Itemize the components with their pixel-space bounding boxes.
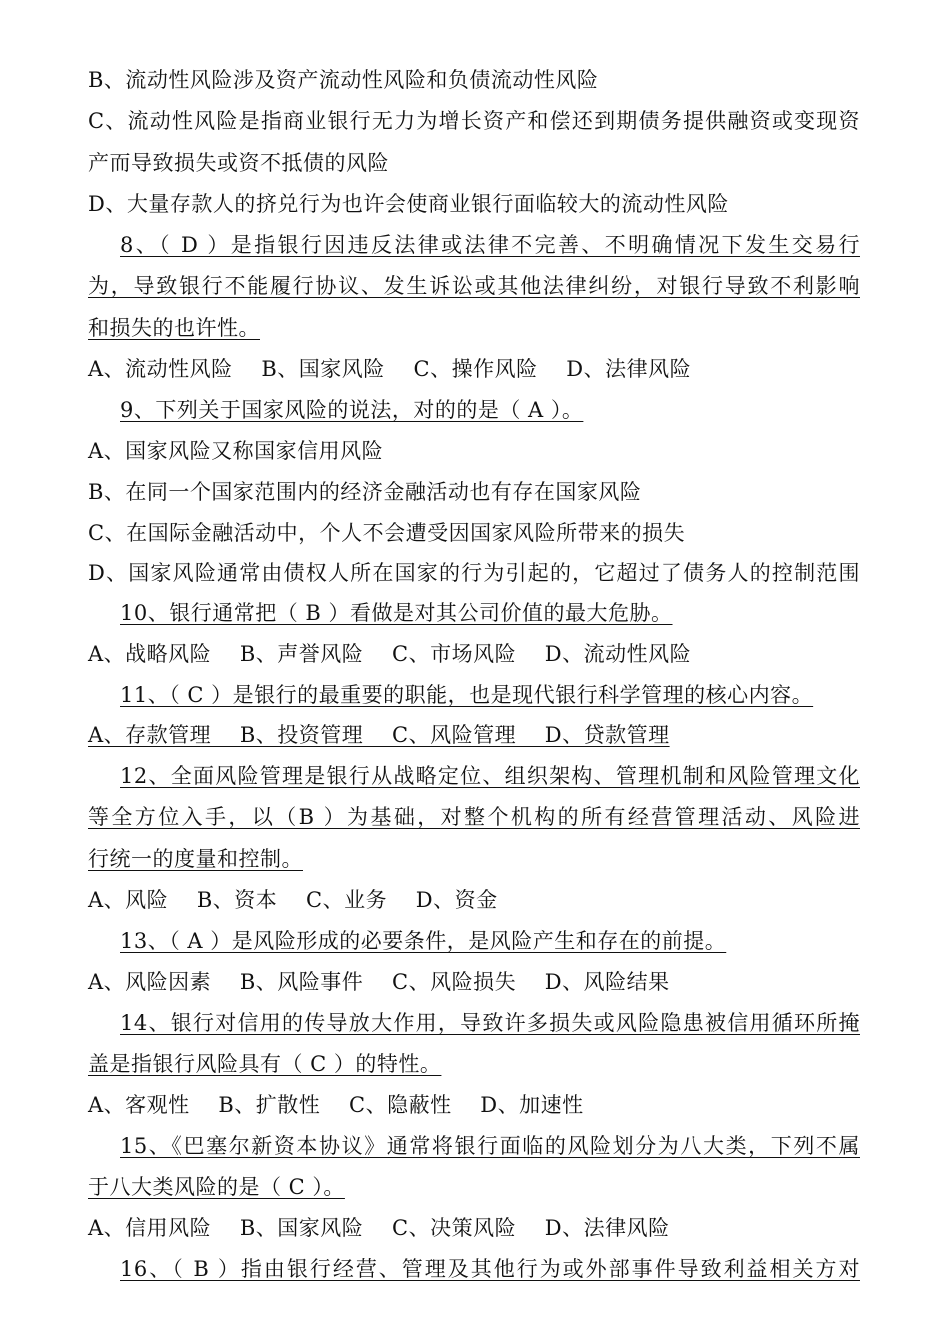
- question-line: 13、（ A ）是风险形成的必要条件，是风险产生和存在的前提。: [120, 929, 727, 953]
- question-line: 9、下列关于国家风险的说法，对的的是（ A ）。: [120, 398, 584, 422]
- question-line: 和损失的也许性。: [88, 316, 260, 340]
- question-line: 12、全面风险管理是银行从战略定位、组织架构、管理机制和风险管理文化: [120, 764, 860, 788]
- text-line: C、流动性风险是指商业银行无力为增长资产和偿还到期债务提供融资或变现资: [88, 109, 860, 133]
- options-line: A、风险 B、资本 C、业务 D、资金: [88, 888, 498, 912]
- text-line: 产而导致损失或资不抵债的风险: [88, 151, 389, 175]
- text-line: D、大量存款人的挤兑行为也许会使商业银行面临较大的流动性风险: [88, 192, 729, 216]
- option-line: C、在国际金融活动中，个人不会遭受因国家风险所带来的损失: [88, 521, 686, 545]
- options-line: A、风险因素 B、风险事件 C、风险损失 D、风险结果: [88, 970, 670, 994]
- text-line: B、流动性风险涉及资产流动性风险和负债流动性风险: [88, 68, 599, 92]
- question-line: 8、（ D ）是指银行因违反法律或法律不完善、不明确情况下发生交易行: [120, 233, 860, 257]
- question-line: 14、银行对信用的传导放大作用，导致许多损失或风险隐患被信用循环所掩: [120, 1011, 860, 1035]
- question-line: 等全方位入手，以（B ）为基础，对整个机构的所有经营管理活动、风险进: [88, 805, 860, 829]
- question-line: 行统一的度量和控制。: [88, 847, 303, 871]
- option-line: B、在同一个国家范围内的经济金融活动也有存在国家风险: [88, 480, 642, 504]
- question-line: 15、《巴塞尔新资本协议》通常将银行面临的风险划分为八大类，下列不属: [120, 1134, 860, 1158]
- question-line: 16、（ B ）指由银行经营、管理及其他行为或外部事件导致利益相关方对: [120, 1257, 860, 1281]
- options-line: A、战略风险 B、声誉风险 C、市场风险 D、流动性风险: [88, 642, 692, 666]
- options-line: A、客观性 B、扩散性 C、隐蔽性 D、加速性: [88, 1093, 584, 1117]
- question-line: 10、银行通常把（ B ）看做是对其公司价值的最大危胁。: [120, 601, 673, 625]
- options-line: A、信用风险 B、国家风险 C、决策风险 D、法律风险: [88, 1216, 670, 1240]
- option-line: D、国家风险通常由债权人所在国家的行为引起的，它超过了债务人的控制范围: [88, 561, 860, 585]
- question-line: 盖是指银行风险具有（ C ）的特性。: [88, 1052, 442, 1076]
- question-line: 11、（ C ）是银行的最重要的职能，也是现代银行科学管理的核心内容。: [120, 683, 814, 707]
- options-line: A、存款管理 B、投资管理 C、风险管理 D、贷款管理: [88, 723, 670, 747]
- question-line: 于八大类风险的是（ C ）。: [88, 1175, 345, 1199]
- option-line: A、国家风险又称国家信用风险: [88, 439, 384, 463]
- question-line: 为，导致银行不能履行协议、发生诉讼或其他法律纠纷，对银行导致不利影响: [88, 274, 860, 298]
- options-line: A、流动性风险 B、国家风险 C、操作风险 D、法律风险: [88, 357, 692, 381]
